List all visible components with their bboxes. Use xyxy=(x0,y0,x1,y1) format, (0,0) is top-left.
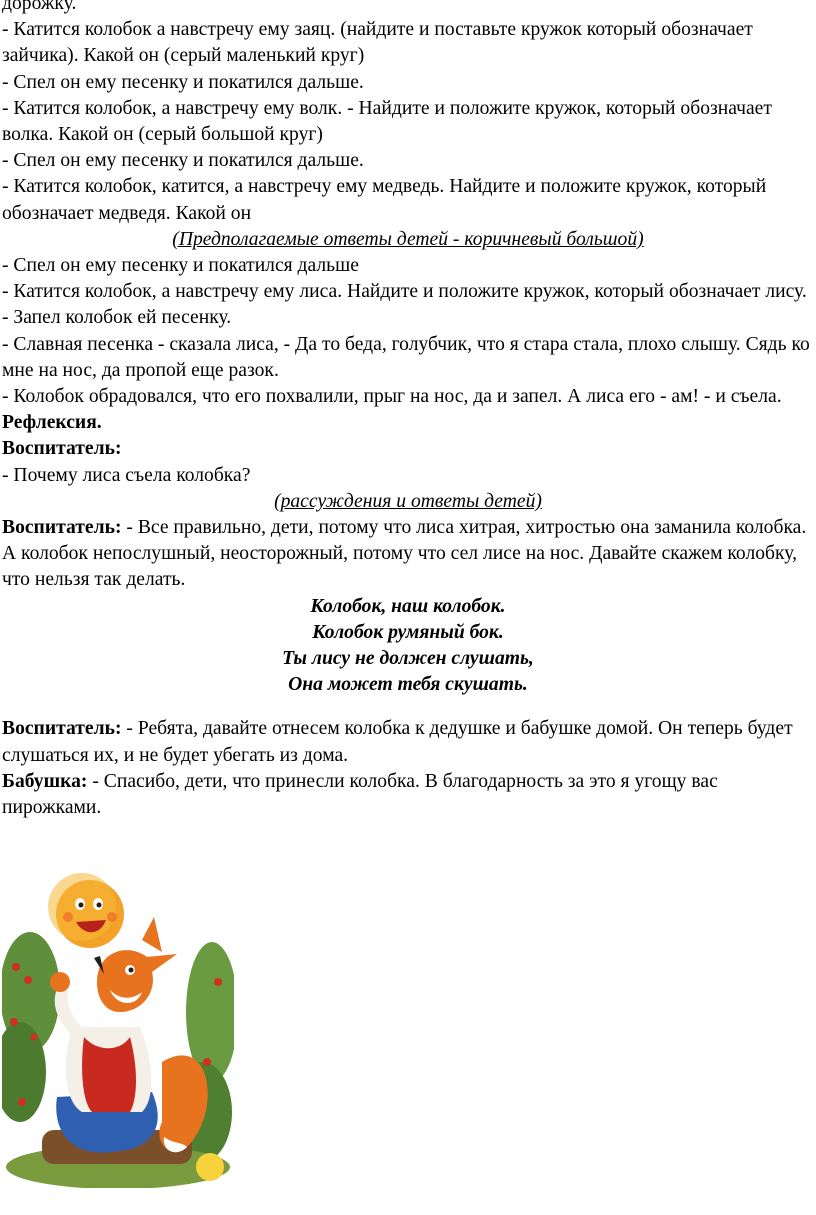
section-heading-text: Рефлексия. xyxy=(2,412,102,434)
paragraph: - Катится колобок, а навстречу ему волк. - Найдите и положите кружок, который обозначает волка. Какой он (серый большой круг) xyxy=(2,97,772,146)
poem-line: Ты лису не должен слушать, xyxy=(282,648,534,670)
speaker-label-text: Воспитатель: xyxy=(2,517,122,539)
answer-note xyxy=(2,227,814,253)
paragraph: - Славная песенка - сказала лиса, - Да то беда, голубчик, что я стара стала, плохо слышу. Сядь ко мне на нос, да пропой еще разок. xyxy=(2,333,810,381)
dialogue-paragraph xyxy=(2,515,814,594)
speaker-label-text: Воспитатель: xyxy=(2,718,122,740)
paragraph: - Катится колобок, катится, а навстречу ему медведь. Найдите и положите кружок, который обозначает медведя. Какой он xyxy=(2,176,767,224)
paragraph: дорожку. xyxy=(2,0,77,14)
fox-head xyxy=(97,950,177,1012)
document-body xyxy=(2,0,814,821)
fox-paw xyxy=(50,972,70,992)
dialogue-text: - Ребята, давайте отнесем колобка к дедушке и бабушке домой. Он теперь будет слушаться их, и не будет убегать из дома. xyxy=(2,718,793,766)
poem-line: Колобок, наш колобок. xyxy=(310,595,506,617)
section-heading xyxy=(2,410,814,436)
answer-note xyxy=(2,489,814,515)
answer-note-text: (рассуждения и ответы детей) xyxy=(274,490,542,512)
dialogue-paragraph xyxy=(2,769,814,821)
answer-note-text: (Предполагаемые ответы детей - коричневый большой) xyxy=(172,228,644,250)
poem-line: Колобок румяный бок. xyxy=(312,621,504,643)
dialogue-text: - Все правильно, дети, потому что лиса хитрая, хитростью она заманила колобка. А колобок непослушный, неосторожный, потому что сел лисе на нос. Давайте скажем колобку, что нельзя так делать. xyxy=(2,517,807,591)
paragraph: - Катится колобок, а навстречу ему лиса. Найдите и положите кружок, который обозначает лису. xyxy=(2,281,807,303)
paragraph: - Спел он ему песенку и покатился дальше xyxy=(2,255,359,277)
fox-vest xyxy=(82,1037,136,1112)
fox-arm xyxy=(55,987,86,1037)
kolobok-fox-illustration xyxy=(2,862,234,1188)
poem xyxy=(2,594,814,699)
kolobok xyxy=(48,873,124,948)
fox-ear xyxy=(142,917,162,952)
chick xyxy=(196,1153,224,1181)
dialogue-paragraph xyxy=(2,716,814,768)
paragraph: - Запел колобок ей песенку. xyxy=(2,307,232,329)
speaker-label-text: Бабушка: xyxy=(2,770,88,792)
paragraph: - Спел он ему песенку и покатился дальше. xyxy=(2,150,364,172)
paragraph: - Спел он ему песенку и покатился дальше. xyxy=(2,71,364,93)
spacer xyxy=(2,698,814,716)
speaker-label xyxy=(2,436,814,462)
paragraph: - Катится колобок а навстречу ему заяц. (найдите и поставьте кружок который обозначает зайчика). Какой он (серый маленький круг) xyxy=(2,19,753,67)
dialogue-text: - Спасибо, дети, что принесли колобка. В благодарность за это я угощу вас пирожками. xyxy=(2,770,718,819)
paragraph: - Колобок обрадовался, что его похвалили, прыг на нос, да и запел. А лиса его - ам! - и съела. xyxy=(2,386,782,408)
question: - Почему лиса съела колобка? xyxy=(2,464,251,486)
poem-line: Она может тебя скушать. xyxy=(288,674,528,696)
speaker-label-text: Воспитатель: xyxy=(2,438,122,460)
